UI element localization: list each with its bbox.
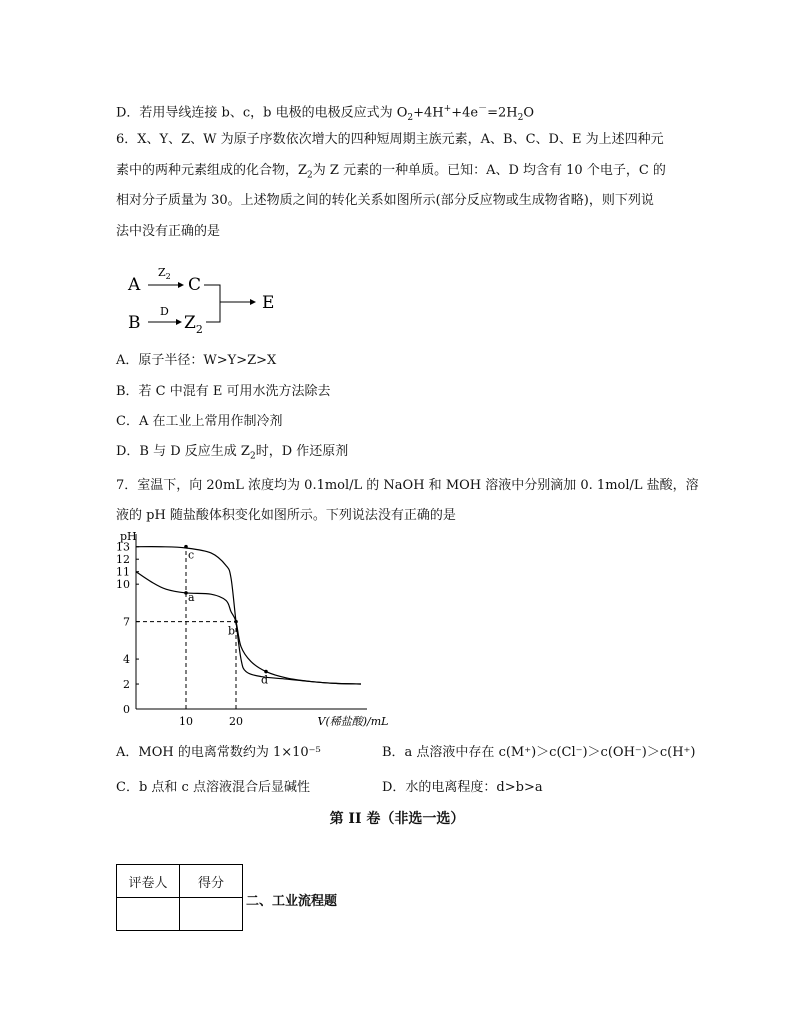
y-tick-label: 10: [116, 578, 130, 592]
x-axis-label: V(稀盐酸)/mL: [317, 715, 389, 728]
q6-line2a: 素中的两种元素组成的化合物，Z: [116, 163, 308, 178]
scheme-c: C: [188, 275, 202, 295]
q5-mid2: +4e: [451, 105, 479, 121]
y-tick-label: 12: [116, 553, 130, 567]
section-title: 第 II 卷（非选一选）: [329, 811, 465, 827]
q6-option-b: B．若 C 中混有 E 可用水洗方法除去: [116, 384, 331, 399]
q6-optd-b: 时，D 作还原剂: [255, 444, 349, 459]
q6-optd-sub: 2: [249, 451, 256, 462]
part-title: 二、工业流程题: [246, 894, 338, 909]
grader-header: 评卷人: [117, 865, 180, 898]
point-label-b: b: [228, 624, 236, 638]
q6-optd-a: D．B 与 D 反应生成 Z: [116, 444, 250, 459]
y-tick-label: 7: [123, 615, 130, 629]
y-axis-label: pH: [120, 530, 137, 543]
q6-line2c: 为 Z 元素的一种单质。已知：A、D 均含有 10 个电子，C 的: [312, 163, 666, 178]
series-curve-2: [136, 572, 361, 684]
scheme-b: B: [128, 313, 141, 333]
q5-end: =2H: [487, 105, 518, 121]
q6-option-d: [116, 443, 348, 466]
q5-option-d-text: D．若用导线连接 b、c，b 电极的电极反应式为 O: [116, 105, 408, 121]
q5-sup: +: [443, 104, 452, 114]
q6-stem-line4: 法中没有正确的是: [116, 224, 221, 239]
scheme-label-top: $Z_2$: [158, 266, 171, 281]
q7-option-b: B．a 点溶液中存在 c(M⁺)＞c(Cl⁻)＞c(OH⁻)＞c(H⁺): [382, 745, 696, 760]
point-label-c: c: [188, 548, 195, 562]
q5-sub: 2: [407, 112, 414, 123]
y-tick-label: 0: [123, 703, 130, 716]
point-label-a: a: [188, 590, 195, 604]
grader-cell[interactable]: [117, 898, 180, 931]
y-tick-label: 2: [123, 678, 130, 692]
scheme-arrowhead-2: [176, 319, 182, 325]
x-tick-label: 10: [179, 715, 193, 728]
q6-stem-line2: [116, 162, 666, 185]
y-tick-label: 13: [116, 540, 130, 554]
scheme-z2: $Z_2$: [184, 313, 203, 336]
scheme-bracket: [204, 285, 220, 322]
q6-option-a: A．原子半径：W>Y>Z>X: [116, 353, 277, 368]
score-cell[interactable]: [180, 898, 243, 931]
score-header: 得分: [180, 865, 243, 898]
scheme-e: E: [262, 293, 275, 313]
q7-option-a: A．MOH 的电离常数约为 1×10⁻⁵: [116, 745, 321, 760]
q6-stem-line1: 6．X、Y、Z、W 为原子序数依次增大的四种短周期主族元素，A、B、C、D、E 为上述四种元: [116, 132, 664, 147]
ph-titration-chart: [110, 528, 390, 733]
q7-option-c: C．b 点和 c 点溶液混合后显碱性: [116, 780, 310, 795]
q5-tail: O: [523, 105, 534, 121]
q6-stem-line3: 相对分子质量为 30。上述物质之间的转化关系如图所示(部分反应物或生成物省略)，则下列说: [116, 193, 654, 208]
q7-option-d: D．水的电离程度：d>b>a: [382, 780, 543, 795]
q6-line2b: 2: [307, 170, 313, 181]
series-curve-1: [136, 547, 361, 684]
y-tick-label: 4: [123, 653, 130, 667]
scheme-label-bottom: D: [160, 305, 169, 318]
score-table: [116, 864, 243, 931]
q5-mid: +4H: [413, 105, 444, 121]
scheme-arrowhead-1: [178, 282, 184, 288]
q5-option-d: [116, 100, 534, 127]
x-tick-label: 20: [229, 715, 243, 728]
q5-sup2: －: [478, 104, 488, 114]
q5-sub2: 2: [517, 112, 524, 123]
scheme-arrowhead-3: [250, 299, 256, 305]
y-tick-label: 11: [116, 565, 130, 579]
scheme-a: A: [128, 275, 141, 295]
point-b: [234, 620, 238, 624]
q7-stem-line1: 7．室温下，向 20mL 浓度均为 0.1mol/L 的 NaOH 和 MOH 溶液中分别滴加 0. 1mol/L 盐酸，溶: [116, 478, 699, 493]
reaction-scheme: [122, 262, 292, 342]
point-label-d: d: [261, 673, 269, 687]
q7-stem-line2: 液的 pH 随盐酸体积变化如图所示。下列说法没有正确的是: [116, 508, 456, 523]
q6-option-c: C．A 在工业上常用作制冷剂: [116, 414, 283, 429]
